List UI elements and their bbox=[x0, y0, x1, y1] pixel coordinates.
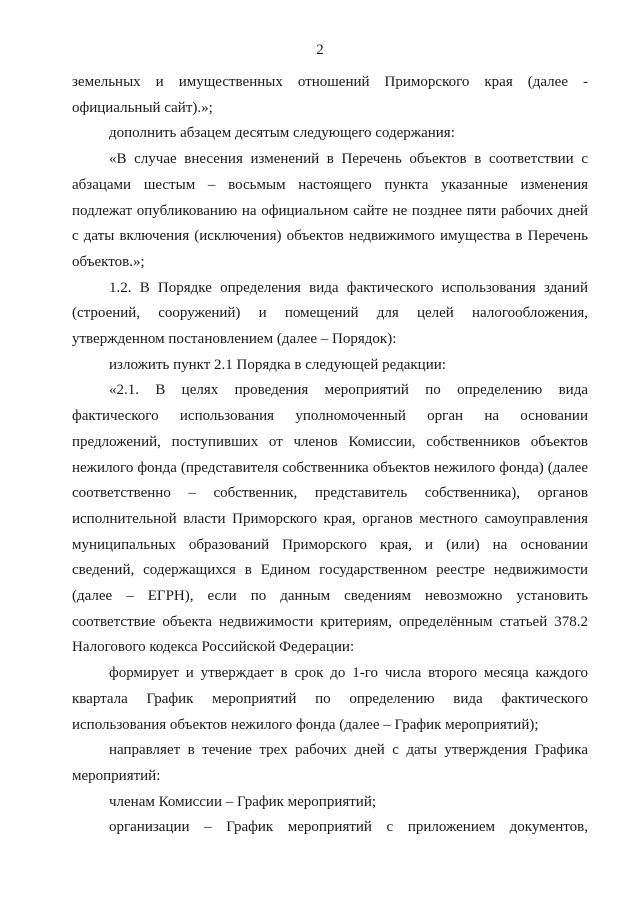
document-body bbox=[72, 70, 588, 841]
paragraph-official-site: земельных и имущественных отношений Приморского края (далее - официальный сайт).»; bbox=[72, 74, 588, 116]
paragraph-sends-schedule: направляет в течение трех рабочих дней с даты утверждения Графика мероприятий: bbox=[72, 742, 588, 784]
paragraph-forms-schedule: формирует и утверждает в срок до 1-го числа второго месяца каждого квартала График мероприятий по определению вида фактического использования объектов нежилого фонда (далее – График мероприятий); bbox=[72, 665, 588, 733]
paragraph-procedure-1-2: 1.2. В Порядке определения вида фактического использования зданий (строений, сооружений) и помещений для целей налогообложения, утвержденном постановлением (далее – Порядок): bbox=[72, 279, 588, 348]
paragraph-organization: организации – График мероприятий с приложением документов, bbox=[109, 819, 588, 836]
paragraph-add-tenth: дополнить абзацем десятым следующего содержания: bbox=[109, 125, 455, 142]
page-number: 2 bbox=[316, 42, 324, 58]
paragraph-changes-publication: «В случае внесения изменений в Перечень объектов в соответствии с абзацами шестым – восьмым настоящего пункта указанные изменения подлежат опубликованию на официальном сайте не позднее пяти рабочих дней с даты включения (исключения) объектов недвижимого имущества в Перечень объектов.»; bbox=[72, 151, 588, 270]
paragraph-commission-members: членам Комиссии – График мероприятий; bbox=[109, 793, 377, 810]
paragraph-state-2-1: изложить пункт 2.1 Порядка в следующей редакции: bbox=[109, 356, 446, 373]
paragraph-2-1-text: «2.1. В целях проведения мероприятий по определению вида фактического использования уполномоченный орган на основании предложений, поступивших от членов Комиссии, собственников объектов нежилого фонда (представителя собственника объектов нежилого фонда) (далее соответственно – собственник, представитель собственника), органов исполнительной власти Приморского края, органов местного самоуправления муниципальных образований Приморского края, и (или) на основании сведений, содержащихся в Едином государственном реестре недвижимости (далее – ЕГРН), если по данным сведениям невозможно установить соответствие объекта недвижимости критериям, определённым статьей 378.2 Налогового кодекса Российской Федерации: bbox=[72, 382, 588, 656]
